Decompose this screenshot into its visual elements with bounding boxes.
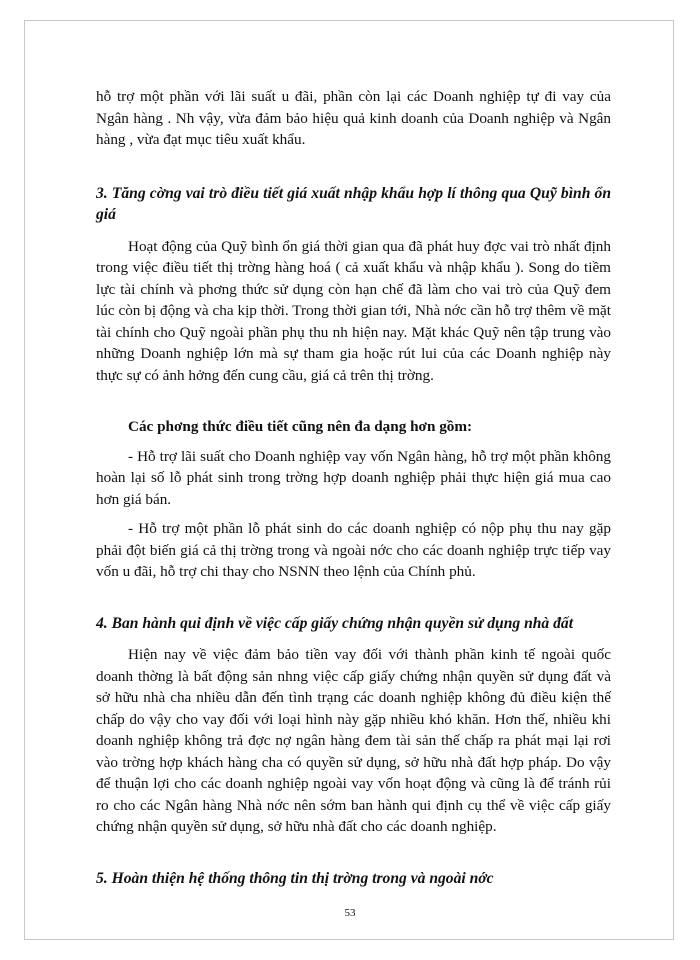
section-heading-3: 3. Tăng cờng vai trò điều tiết giá xuất nhập khẩu hợp lí thông qua Quỹ bình ổn giá	[96, 184, 611, 223]
paragraph-price-stabilization-fund: Hoạt động của Quỹ bình ổn giá thời gian qua đã phát huy đợc vai trò nhất định trong việc điều tiết thị trờng hàng hoá ( cả xuất khẩu và nhập khẩu ). Song do tiềm lực tài chính và phơng thức sử dụng còn hạn chế đã làm cho vai trò của Quỹ đem lúc còn bị động và cha kịp thời. Trong thời gian tới, Nhà nớc cần hỗ trợ thêm về mặt tài chính cho Quỹ ngoài phần phụ thu nh hiện nay. Mặt khác Quỹ nên tập trung vào những Doanh nghiệp lớn mà sự tham gia hoặc rút lui của các Doanh nghiệp này thực sự có ảnh hởng đến cung cầu, giá cả trên thị trờng.	[96, 237, 611, 384]
paragraph-continuation: hỗ trợ một phần với lãi suất u đãi, phần còn lại các Doanh nghiệp tự đi vay của Ngân hàng . Nh vậy, vừa đảm bảo hiệu quả kinh doanh của Doanh nghiệp và Ngân hàng , vừa đạt mục tiêu xuất khẩu.	[96, 88, 611, 148]
list-item-loss-support: - Hỗ trợ một phần lỗ phát sinh do các doanh nghiệp có nộp phụ thu nay gặp phải đột biến giá cả thị trờng trong và ngoài nớc cho các doanh nghiệp trực tiếp vay vốn u đãi, hỗ trợ chi thay cho NSNN theo lệnh của Chính phủ.	[96, 520, 611, 580]
section-heading-5: 5. Hoàn thiện hệ thống thông tin thị trờng trong và ngoài nớc	[96, 869, 494, 887]
page-number: 53	[344, 907, 356, 919]
document-body	[96, 86, 611, 889]
list-item-interest-support: - Hỗ trợ lãi suất cho Doanh nghiệp vay vốn Ngân hàng, hỗ trợ một phần không hoàn lại số lỗ phát sinh trong trờng hợp doanh nghiệp phải thực hiện giá mua cao hơn giá bán.	[96, 447, 611, 508]
section-heading-4: 4. Ban hành qui định về việc cấp giấy chứng nhận quyền sử dụng nhà đất	[96, 614, 574, 632]
paragraph-methods-lead: Các phơng thức điều tiết cũng nên đa dạng hơn gồm:	[128, 418, 473, 435]
paragraph-land-use-certificate: Hiện nay về việc đảm bảo tiền vay đối với thành phần kinh tế ngoài quốc doanh thờng là bất động sản nhng việc cấp giấy chứng nhận quyền sử dụng đất và sở hữu nhà cha nhiều dẫn đến tình trạng các doanh nghiệp không đủ điều kiện thế chấp do vậy cho vay đối với loại hình này gặp nhiều khó khăn. Hơn thế, nhiều khi doanh nghiệp không trả đợc nợ ngân hàng đem tài sản thế chấp ra phát mại lại rơi vào trờng hợp khách hàng cha có quyền sử dụng, sở hữu nhà đất hợp pháp. Do vậy để thuận lợi cho các doanh nghiệp ngoài vay vốn hoạt động và cũng là để tránh rủi ro cho các Ngân hàng Nhà nớc nên sớm ban hành qui định cụ thể về việc cấp giấy chứng nhận quyền sử dụng, sở hữu nhà đất cho các doanh nghiệp.	[96, 646, 611, 835]
